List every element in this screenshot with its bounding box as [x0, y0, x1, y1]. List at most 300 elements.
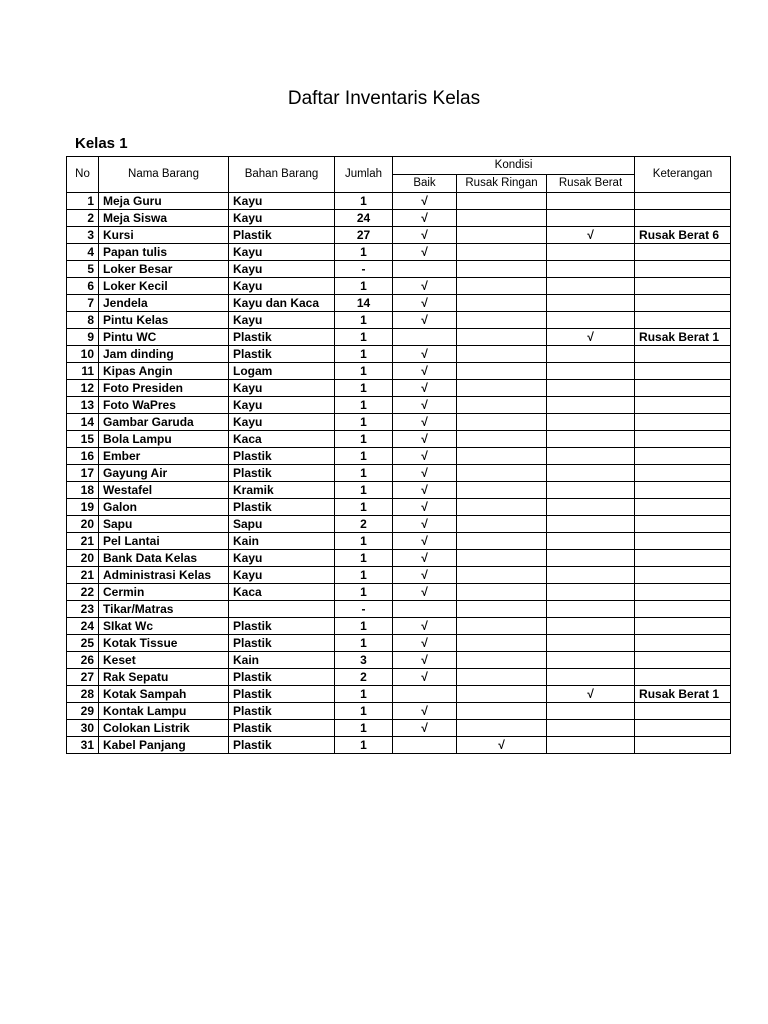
cell-heavy-damage-check: [547, 278, 635, 295]
cell-material: Plastik: [229, 686, 335, 703]
cell-light-damage-check: [457, 652, 547, 669]
cell-good-check: √: [393, 363, 457, 380]
cell-material: Kayu: [229, 244, 335, 261]
cell-item-name: Meja Guru: [99, 193, 229, 210]
header-light-damage: Rusak Ringan: [457, 175, 547, 193]
cell-heavy-damage-check: [547, 363, 635, 380]
cell-item-name: Cermin: [99, 584, 229, 601]
cell-material: Kayu: [229, 261, 335, 278]
cell-material: Sapu: [229, 516, 335, 533]
cell-good-check: [393, 261, 457, 278]
document-title: Daftar Inventaris Kelas: [287, 88, 481, 109]
section-label: Kelas 1: [75, 135, 128, 152]
cell-light-damage-check: [457, 329, 547, 346]
cell-note: [635, 295, 731, 312]
cell-note: [635, 346, 731, 363]
cell-quantity: 1: [335, 329, 393, 346]
table-row: [67, 686, 731, 703]
cell-light-damage-check: [457, 499, 547, 516]
cell-quantity: 1: [335, 193, 393, 210]
cell-no: 29: [67, 703, 99, 720]
cell-quantity: 1: [335, 312, 393, 329]
cell-heavy-damage-check: [547, 550, 635, 567]
cell-item-name: Kontak Lampu: [99, 703, 229, 720]
table-row: [67, 278, 731, 295]
cell-note: [635, 635, 731, 652]
cell-no: 31: [67, 737, 99, 754]
cell-light-damage-check: √: [457, 737, 547, 754]
cell-note: [635, 193, 731, 210]
table-row: [67, 295, 731, 312]
table-header-row: [67, 157, 731, 175]
cell-item-name: Sapu: [99, 516, 229, 533]
cell-light-damage-check: [457, 431, 547, 448]
cell-no: 10: [67, 346, 99, 363]
cell-material: Plastik: [229, 720, 335, 737]
cell-quantity: 1: [335, 737, 393, 754]
cell-heavy-damage-check: [547, 380, 635, 397]
cell-note: [635, 397, 731, 414]
cell-good-check: √: [393, 193, 457, 210]
cell-heavy-damage-check: [547, 533, 635, 550]
cell-heavy-damage-check: [547, 652, 635, 669]
table-row: [67, 737, 731, 754]
cell-note: Rusak Berat 1: [635, 329, 731, 346]
cell-item-name: Papan tulis: [99, 244, 229, 261]
cell-light-damage-check: [457, 244, 547, 261]
cell-no: 20: [67, 550, 99, 567]
table-row: [67, 448, 731, 465]
cell-note: [635, 567, 731, 584]
cell-quantity: 1: [335, 567, 393, 584]
table-row: [67, 414, 731, 431]
cell-note: [635, 380, 731, 397]
cell-note: [635, 516, 731, 533]
table-row: [67, 703, 731, 720]
cell-no: 1: [67, 193, 99, 210]
cell-good-check: √: [393, 295, 457, 312]
table-row: [67, 397, 731, 414]
cell-item-name: Ember: [99, 448, 229, 465]
cell-item-name: Pintu WC: [99, 329, 229, 346]
cell-material: Plastik: [229, 635, 335, 652]
inventory-table: [66, 156, 731, 754]
cell-light-damage-check: [457, 397, 547, 414]
cell-light-damage-check: [457, 312, 547, 329]
cell-heavy-damage-check: [547, 567, 635, 584]
cell-item-name: Kotak Sampah: [99, 686, 229, 703]
cell-light-damage-check: [457, 601, 547, 618]
cell-light-damage-check: [457, 533, 547, 550]
cell-note: [635, 465, 731, 482]
cell-quantity: 1: [335, 346, 393, 363]
cell-no: 20: [67, 516, 99, 533]
cell-quantity: 1: [335, 499, 393, 516]
cell-item-name: Foto WaPres: [99, 397, 229, 414]
cell-quantity: 1: [335, 635, 393, 652]
cell-good-check: √: [393, 278, 457, 295]
cell-note: [635, 550, 731, 567]
cell-item-name: Meja Siswa: [99, 210, 229, 227]
cell-no: 11: [67, 363, 99, 380]
cell-light-damage-check: [457, 465, 547, 482]
cell-material: Plastik: [229, 703, 335, 720]
cell-good-check: √: [393, 312, 457, 329]
cell-note: [635, 720, 731, 737]
cell-good-check: √: [393, 567, 457, 584]
cell-note: [635, 533, 731, 550]
cell-item-name: Westafel: [99, 482, 229, 499]
cell-item-name: Jam dinding: [99, 346, 229, 363]
cell-no: 25: [67, 635, 99, 652]
cell-item-name: Loker Kecil: [99, 278, 229, 295]
cell-heavy-damage-check: [547, 635, 635, 652]
cell-light-damage-check: [457, 635, 547, 652]
cell-quantity: 1: [335, 278, 393, 295]
cell-item-name: Loker Besar: [99, 261, 229, 278]
cell-material: Kayu dan Kaca: [229, 295, 335, 312]
cell-light-damage-check: [457, 584, 547, 601]
cell-heavy-damage-check: [547, 210, 635, 227]
cell-material: Kayu: [229, 414, 335, 431]
cell-item-name: Jendela: [99, 295, 229, 312]
cell-heavy-damage-check: [547, 703, 635, 720]
cell-no: 27: [67, 669, 99, 686]
cell-item-name: Kotak Tissue: [99, 635, 229, 652]
cell-heavy-damage-check: √: [547, 329, 635, 346]
cell-good-check: √: [393, 448, 457, 465]
cell-material: Plastik: [229, 499, 335, 516]
cell-good-check: √: [393, 635, 457, 652]
cell-heavy-damage-check: √: [547, 227, 635, 244]
cell-item-name: Gambar Garuda: [99, 414, 229, 431]
cell-item-name: Galon: [99, 499, 229, 516]
cell-quantity: 1: [335, 465, 393, 482]
cell-note: [635, 312, 731, 329]
cell-note: Rusak Berat 6: [635, 227, 731, 244]
cell-heavy-damage-check: [547, 465, 635, 482]
cell-material: Kaca: [229, 431, 335, 448]
cell-item-name: Colokan Listrik: [99, 720, 229, 737]
cell-good-check: √: [393, 414, 457, 431]
cell-material: Kramik: [229, 482, 335, 499]
cell-light-damage-check: [457, 567, 547, 584]
cell-quantity: 1: [335, 550, 393, 567]
cell-light-damage-check: [457, 380, 547, 397]
cell-heavy-damage-check: [547, 397, 635, 414]
table-row: [67, 720, 731, 737]
cell-no: 26: [67, 652, 99, 669]
cell-quantity: -: [335, 601, 393, 618]
cell-material: Plastik: [229, 227, 335, 244]
cell-light-damage-check: [457, 703, 547, 720]
cell-light-damage-check: [457, 618, 547, 635]
table-row: [67, 227, 731, 244]
table-row: [67, 584, 731, 601]
cell-item-name: Foto Presiden: [99, 380, 229, 397]
cell-quantity: 1: [335, 414, 393, 431]
cell-material: Kayu: [229, 312, 335, 329]
cell-quantity: 2: [335, 669, 393, 686]
cell-quantity: 14: [335, 295, 393, 312]
cell-quantity: 3: [335, 652, 393, 669]
cell-material: Plastik: [229, 737, 335, 754]
cell-material: Plastik: [229, 465, 335, 482]
cell-no: 13: [67, 397, 99, 414]
cell-heavy-damage-check: [547, 193, 635, 210]
cell-quantity: 24: [335, 210, 393, 227]
cell-material: Plastik: [229, 346, 335, 363]
cell-heavy-damage-check: [547, 516, 635, 533]
table-row: [67, 329, 731, 346]
cell-quantity: 27: [335, 227, 393, 244]
header-qty: Jumlah: [335, 157, 393, 193]
cell-note: [635, 703, 731, 720]
cell-light-damage-check: [457, 550, 547, 567]
cell-quantity: 1: [335, 397, 393, 414]
cell-note: [635, 210, 731, 227]
cell-good-check: √: [393, 465, 457, 482]
cell-quantity: 1: [335, 431, 393, 448]
cell-good-check: [393, 686, 457, 703]
cell-no: 8: [67, 312, 99, 329]
cell-item-name: Administrasi Kelas: [99, 567, 229, 584]
cell-material: [229, 601, 335, 618]
table-row: [67, 210, 731, 227]
cell-heavy-damage-check: [547, 261, 635, 278]
cell-no: 21: [67, 567, 99, 584]
cell-material: Plastik: [229, 669, 335, 686]
table-row: [67, 244, 731, 261]
cell-no: 18: [67, 482, 99, 499]
cell-item-name: Bola Lampu: [99, 431, 229, 448]
cell-material: Logam: [229, 363, 335, 380]
cell-note: [635, 482, 731, 499]
table-row: [67, 499, 731, 516]
cell-material: Plastik: [229, 329, 335, 346]
cell-no: 24: [67, 618, 99, 635]
cell-good-check: √: [393, 227, 457, 244]
cell-no: 14: [67, 414, 99, 431]
cell-good-check: √: [393, 584, 457, 601]
table-row: [67, 601, 731, 618]
cell-no: 19: [67, 499, 99, 516]
cell-item-name: SIkat Wc: [99, 618, 229, 635]
cell-material: Kayu: [229, 380, 335, 397]
cell-no: 28: [67, 686, 99, 703]
cell-material: Kayu: [229, 210, 335, 227]
cell-no: 5: [67, 261, 99, 278]
cell-note: [635, 652, 731, 669]
cell-note: [635, 618, 731, 635]
header-note: Keterangan: [635, 157, 731, 193]
table-row: [67, 312, 731, 329]
table-row: [67, 618, 731, 635]
cell-item-name: Keset: [99, 652, 229, 669]
cell-light-damage-check: [457, 516, 547, 533]
cell-no: 21: [67, 533, 99, 550]
cell-note: [635, 363, 731, 380]
cell-good-check: √: [393, 431, 457, 448]
cell-note: [635, 278, 731, 295]
cell-light-damage-check: [457, 295, 547, 312]
cell-good-check: √: [393, 618, 457, 635]
cell-no: 23: [67, 601, 99, 618]
cell-heavy-damage-check: √: [547, 686, 635, 703]
cell-heavy-damage-check: [547, 431, 635, 448]
cell-heavy-damage-check: [547, 346, 635, 363]
header-good: Baik: [393, 175, 457, 193]
cell-item-name: Kipas Angin: [99, 363, 229, 380]
cell-good-check: √: [393, 346, 457, 363]
cell-note: [635, 584, 731, 601]
table-row: [67, 635, 731, 652]
table-row: [67, 193, 731, 210]
cell-light-damage-check: [457, 193, 547, 210]
table-row: [67, 567, 731, 584]
cell-quantity: 1: [335, 584, 393, 601]
cell-light-damage-check: [457, 720, 547, 737]
cell-item-name: Bank Data Kelas: [99, 550, 229, 567]
cell-no: 17: [67, 465, 99, 482]
cell-item-name: Kursi: [99, 227, 229, 244]
cell-good-check: [393, 329, 457, 346]
cell-material: Kayu: [229, 567, 335, 584]
cell-quantity: 1: [335, 380, 393, 397]
cell-heavy-damage-check: [547, 312, 635, 329]
header-name: Nama Barang: [99, 157, 229, 193]
cell-quantity: 1: [335, 244, 393, 261]
cell-quantity: 1: [335, 720, 393, 737]
table-row: [67, 516, 731, 533]
cell-good-check: √: [393, 380, 457, 397]
cell-item-name: Rak Sepatu: [99, 669, 229, 686]
cell-heavy-damage-check: [547, 448, 635, 465]
cell-material: Kayu: [229, 278, 335, 295]
cell-good-check: [393, 737, 457, 754]
cell-light-damage-check: [457, 414, 547, 431]
cell-good-check: √: [393, 669, 457, 686]
table-row: [67, 533, 731, 550]
cell-quantity: 1: [335, 703, 393, 720]
cell-no: 7: [67, 295, 99, 312]
header-condition: Kondisi: [393, 157, 635, 175]
cell-light-damage-check: [457, 227, 547, 244]
cell-no: 22: [67, 584, 99, 601]
cell-material: Kain: [229, 652, 335, 669]
table-body: [67, 193, 731, 754]
cell-good-check: √: [393, 550, 457, 567]
table-row: [67, 363, 731, 380]
table-row: [67, 550, 731, 567]
cell-material: Kain: [229, 533, 335, 550]
cell-material: Kayu: [229, 397, 335, 414]
cell-heavy-damage-check: [547, 244, 635, 261]
cell-heavy-damage-check: [547, 414, 635, 431]
header-material: Bahan Barang: [229, 157, 335, 193]
cell-heavy-damage-check: [547, 618, 635, 635]
cell-light-damage-check: [457, 669, 547, 686]
cell-material: Kaca: [229, 584, 335, 601]
cell-item-name: Pintu Kelas: [99, 312, 229, 329]
cell-quantity: 1: [335, 618, 393, 635]
cell-note: [635, 737, 731, 754]
cell-no: 2: [67, 210, 99, 227]
cell-quantity: 1: [335, 448, 393, 465]
table-row: [67, 380, 731, 397]
cell-no: 15: [67, 431, 99, 448]
cell-heavy-damage-check: [547, 499, 635, 516]
cell-note: [635, 448, 731, 465]
cell-note: [635, 601, 731, 618]
cell-item-name: Kabel Panjang: [99, 737, 229, 754]
cell-good-check: √: [393, 703, 457, 720]
cell-material: Plastik: [229, 618, 335, 635]
cell-quantity: 1: [335, 686, 393, 703]
table-row: [67, 465, 731, 482]
cell-heavy-damage-check: [547, 737, 635, 754]
cell-no: 16: [67, 448, 99, 465]
cell-good-check: √: [393, 516, 457, 533]
cell-note: [635, 499, 731, 516]
cell-heavy-damage-check: [547, 669, 635, 686]
cell-item-name: Tikar/Matras: [99, 601, 229, 618]
cell-quantity: 1: [335, 363, 393, 380]
cell-material: Kayu: [229, 550, 335, 567]
table-row: [67, 482, 731, 499]
header-no: No: [67, 157, 99, 193]
cell-quantity: 2: [335, 516, 393, 533]
cell-light-damage-check: [457, 278, 547, 295]
cell-good-check: √: [393, 244, 457, 261]
cell-good-check: √: [393, 533, 457, 550]
table-row: [67, 669, 731, 686]
cell-quantity: -: [335, 261, 393, 278]
cell-light-damage-check: [457, 363, 547, 380]
cell-material: Plastik: [229, 448, 335, 465]
cell-light-damage-check: [457, 261, 547, 278]
cell-note: [635, 244, 731, 261]
cell-no: 4: [67, 244, 99, 261]
cell-note: [635, 669, 731, 686]
cell-good-check: √: [393, 720, 457, 737]
cell-material: Kayu: [229, 193, 335, 210]
table-row: [67, 346, 731, 363]
cell-note: Rusak Berat 1: [635, 686, 731, 703]
cell-heavy-damage-check: [547, 584, 635, 601]
cell-good-check: √: [393, 397, 457, 414]
cell-note: [635, 261, 731, 278]
cell-light-damage-check: [457, 448, 547, 465]
cell-heavy-damage-check: [547, 720, 635, 737]
cell-no: 6: [67, 278, 99, 295]
cell-good-check: √: [393, 210, 457, 227]
table-row: [67, 261, 731, 278]
cell-light-damage-check: [457, 210, 547, 227]
cell-no: 30: [67, 720, 99, 737]
cell-quantity: 1: [335, 482, 393, 499]
table-row: [67, 652, 731, 669]
cell-good-check: √: [393, 482, 457, 499]
cell-note: [635, 414, 731, 431]
cell-heavy-damage-check: [547, 482, 635, 499]
cell-light-damage-check: [457, 346, 547, 363]
cell-good-check: [393, 601, 457, 618]
cell-heavy-damage-check: [547, 601, 635, 618]
cell-no: 9: [67, 329, 99, 346]
table-row: [67, 431, 731, 448]
cell-quantity: 1: [335, 533, 393, 550]
